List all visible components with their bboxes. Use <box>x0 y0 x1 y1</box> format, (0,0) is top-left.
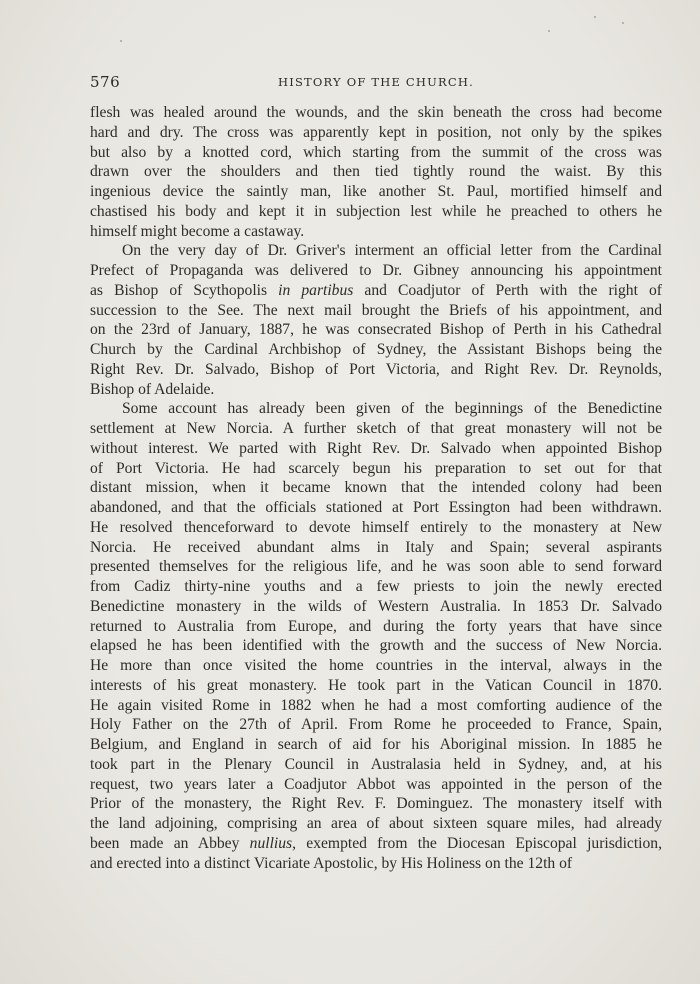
text-line: Norcia. He received abundant alms in Italy and Spain; several aspirants <box>90 538 662 556</box>
text-line <box>90 834 662 854</box>
text-line: Church by the Cardinal Archbishop of Sydney, the Assistant Bishops being the <box>90 341 662 358</box>
text-line: drawn over the shoulders and then tied tightly round the waist. By this <box>90 163 662 181</box>
italic-term: nullius <box>249 834 293 852</box>
text-line: of Port Victoria. He had scarcely begun his preparation to set out for that <box>90 459 662 477</box>
text-line: On the very day of Dr. Griver's interment an official letter from the Cardinal <box>122 242 662 260</box>
text-line: Benedictine monastery in the wilds of Western Australia. In 1853 Dr. Salvado <box>90 597 662 615</box>
text-line: hard and dry. The cross was apparently kept in position, not only by the spikes <box>90 123 662 141</box>
text-line: abandoned, and that the officials stationed at Port Essington had been withdrawn. <box>90 499 662 516</box>
paper-speck <box>622 22 624 24</box>
text-line: from Cadiz thirty-nine youths and a few priests to join the newly erected <box>90 578 662 595</box>
text-run: as Bishop of Scythopolis <box>90 281 279 299</box>
text-line: but also by a knotted cord, which starting from the summit of the cross was <box>90 143 662 161</box>
text-line: Belgium, and England in search of aid for his Aboriginal mission. In 1885 he <box>90 736 662 753</box>
text-line: presented themselves for the religious life, and he was soon able to send forward <box>90 558 662 576</box>
text-line: elapsed he has been identified with the growth and the success of New Norcia. <box>90 637 662 655</box>
page-header <box>90 73 662 95</box>
text-line: himself might become a castaway. <box>90 222 305 240</box>
text-line: took part in the Plenary Council in Australasia held in Sydney, and, at his <box>90 755 662 773</box>
text-line: and erected into a distinct Vicariate Apostolic, by His Holiness on the 12th of <box>90 854 573 872</box>
text-line: the land adjoining, comprising an area of about sixteen square miles, had already <box>90 815 662 832</box>
paper-speck <box>594 16 596 18</box>
text-line <box>90 281 662 301</box>
text-line: Some account has already been given of the beginnings of the Benedictine <box>122 400 662 418</box>
paragraph <box>90 241 662 399</box>
text-line: Right Rev. Dr. Salvado, Bishop of Port Victoria, and Right Rev. Dr. Reynolds, <box>90 360 662 378</box>
text-line: returned to Australia from Europe, and during the forty years that have since <box>90 617 662 635</box>
text-line: Prior of the monastery, the Right Rev. F. Dominguez. The monastery itself with <box>90 795 662 813</box>
text-line: interests of his great monastery. He took part in the Vatican Council in 1870. <box>90 676 662 694</box>
text-line: He resolved thenceforward to devote himself entirely to the monastery at New <box>90 518 662 536</box>
text-line: succession to the See. The next mail brought the Briefs of his appointment, and <box>90 301 662 319</box>
paper-speck <box>548 30 550 32</box>
text-line: chastised his body and kept it in subjection lest while he preached to others he <box>90 202 662 220</box>
text-run: been made an Abbey <box>90 834 250 852</box>
running-head: HISTORY OF THE CHURCH. <box>278 75 474 89</box>
text-line: Bishop of Adelaide. <box>90 380 215 398</box>
italic-term: in partibus <box>278 281 354 299</box>
text-line: He more than once visited the home countries in the interval, always in the <box>90 657 662 674</box>
paragraph <box>90 399 662 873</box>
text-line: on the 23rd of January, 1887, he was consecrated Bishop of Perth in his Cathedral <box>90 321 662 339</box>
text-line: settlement at New Norcia. A further sketch of that great monastery will not be <box>90 420 662 437</box>
paper-speck <box>120 40 122 42</box>
text-line: He again visited Rome in 1882 when he had a most comforting audience of the <box>90 696 662 714</box>
text-line: distant mission, when it became known that the intended colony had been <box>90 479 662 497</box>
text-line: ingenious device the saintly man, like another St. Paul, mortified himself and <box>90 183 662 200</box>
text-run: , exempted from the Diocesan Episcopal jurisdiction, <box>292 834 662 852</box>
text-line: flesh was healed around the wounds, and the skin beneath the cross had become <box>90 104 662 121</box>
text-run: and Coadjutor of Perth with the right of <box>353 281 662 299</box>
text-line: request, two years later a Coadjutor Abbot was appointed in the person of the <box>90 775 662 793</box>
body-text <box>90 103 662 873</box>
text-line: without interest. We parted with Right Rev. Dr. Salvado when appointed Bishop <box>90 439 662 457</box>
page-number: 576 <box>90 73 121 91</box>
paragraph <box>90 103 662 241</box>
text-line: Holy Father on the 27th of April. From Rome he proceeded to France, Spain, <box>90 716 662 734</box>
text-line: Prefect of Propaganda was delivered to Dr. Gibney announcing his appointment <box>90 262 662 279</box>
